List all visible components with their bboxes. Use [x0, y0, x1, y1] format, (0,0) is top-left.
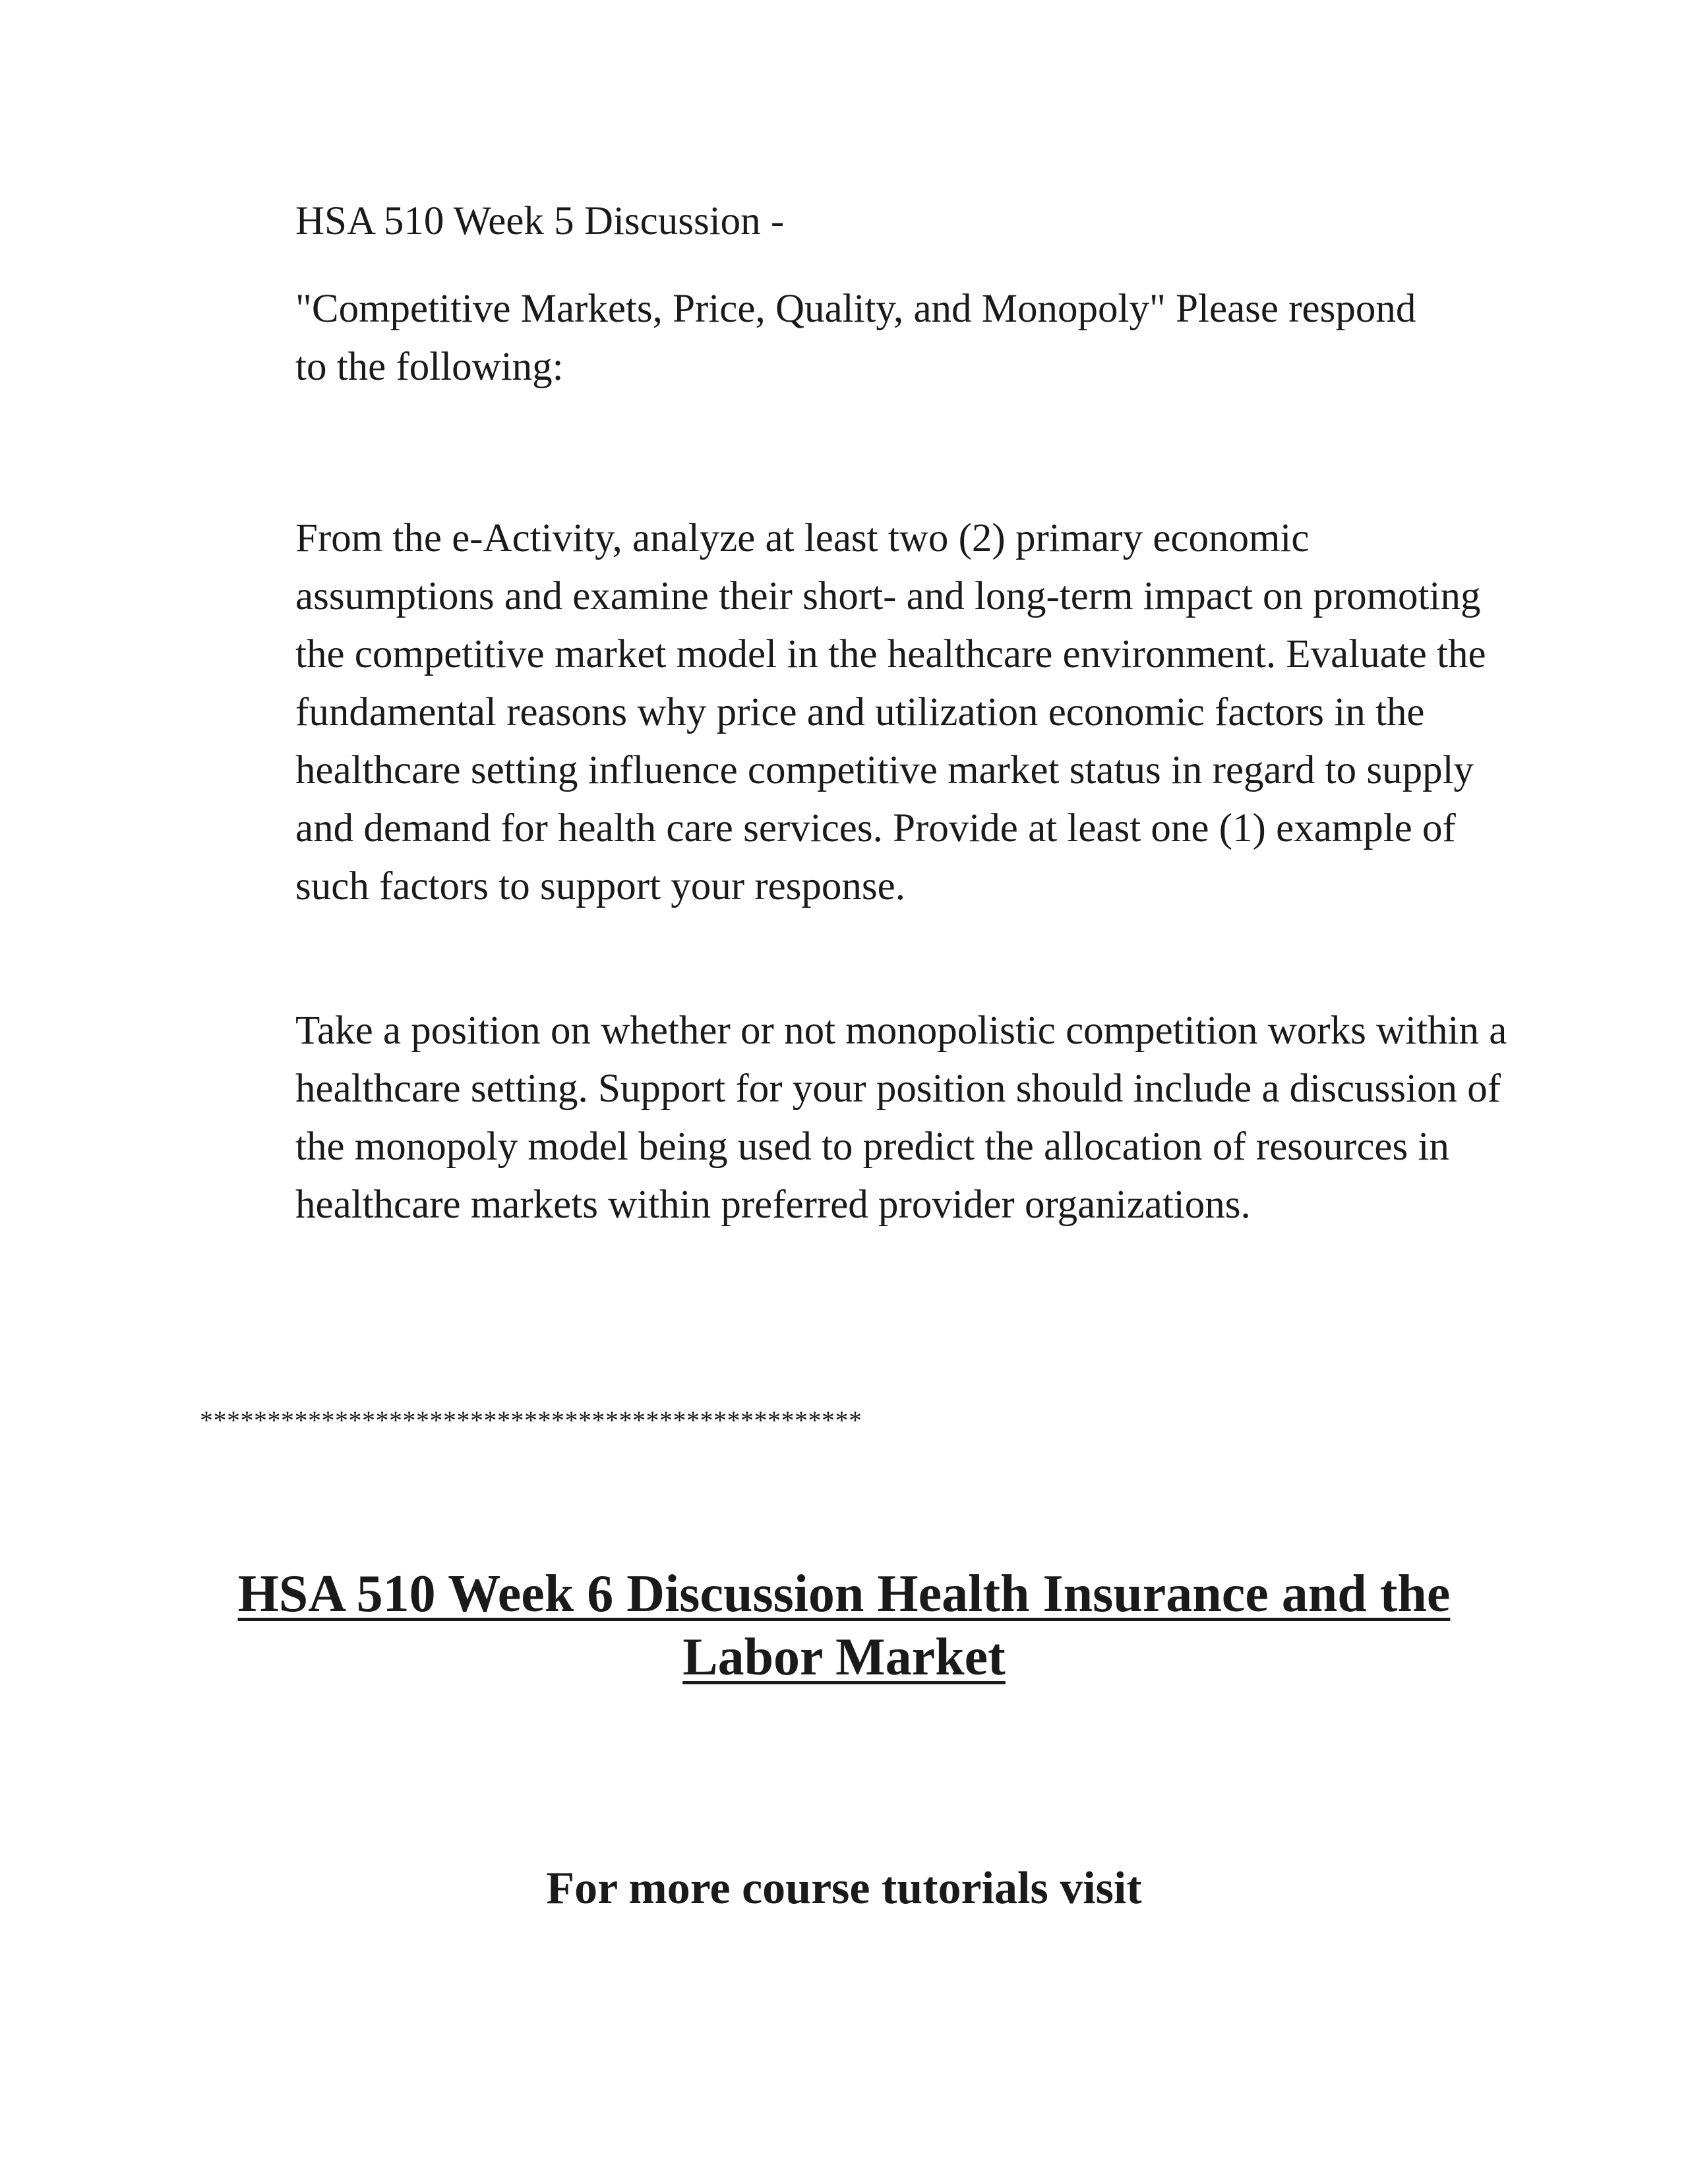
visit-line: For more course tutorials visit	[546, 1863, 1142, 1914]
week6-title: HSA 510 Week 6 Discussion Health Insurance and the Labor Market	[237, 1565, 1451, 1686]
paragraph-1: From the e-Activity, analyze at least two (2) primary economic assumptions and examine their short- and long-term impact on promoting the competitive market model in the healthcare environment. Evaluate the fundamental reasons why price and utilization economic factors in the healthcare setting influence competitive market status in regard to supply and demand for health care services. Provide at least one (1) example of such factors to support your response.	[295, 516, 1486, 908]
week5-heading: HSA 510 Week 5 Discussion -	[295, 199, 785, 243]
separator-line: *************************************************	[200, 1405, 862, 1435]
paragraph-2: Take a position on whether or not monopolistic competition works within a healthcare setting. Support for your position should include a discussion of the monopoly model being used to predict the allocation of resources in healthcare markets within preferred provider organizations.	[295, 1009, 1507, 1227]
week5-prompt: "Competitive Markets, Price, Quality, and Monopoly" Please respond to the following:	[295, 287, 1416, 389]
